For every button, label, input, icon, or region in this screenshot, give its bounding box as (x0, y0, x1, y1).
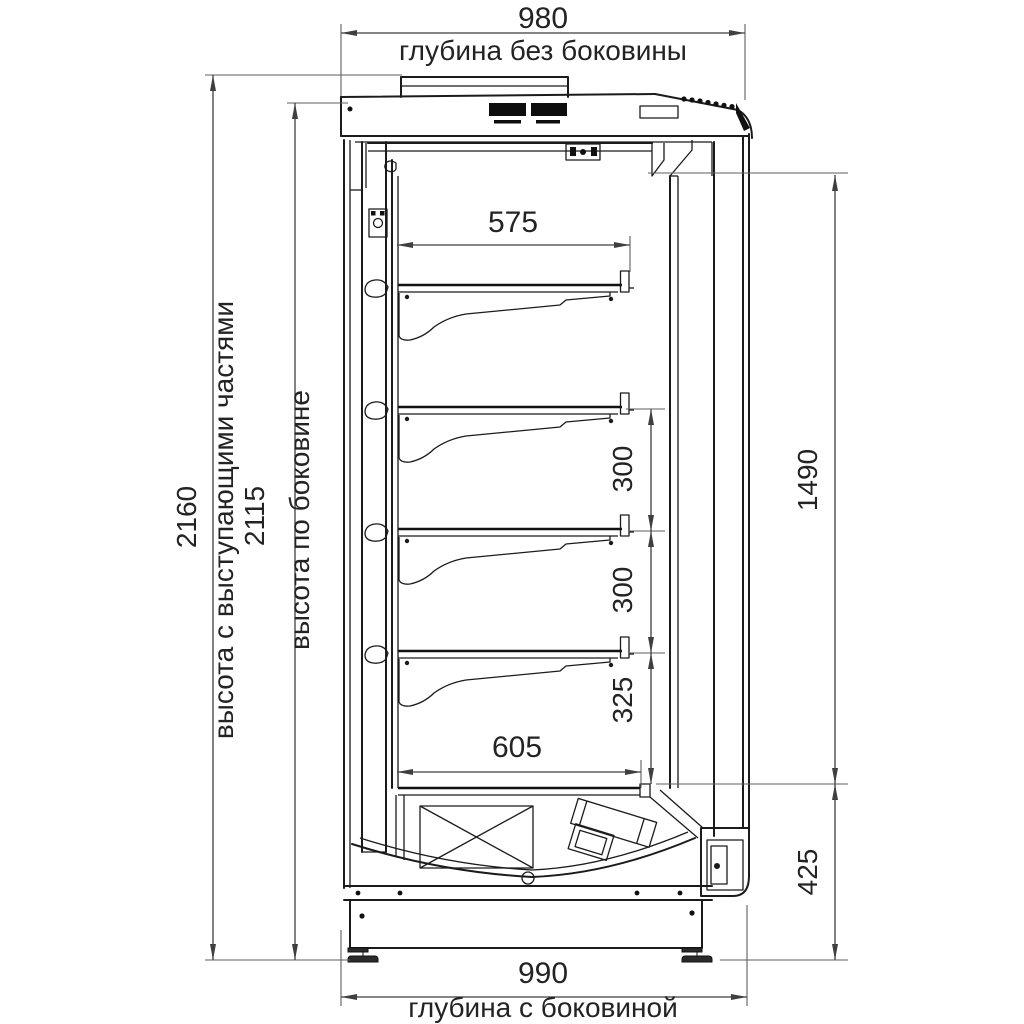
front-wall (650, 134, 749, 896)
inner-ceiling (366, 140, 712, 188)
dim-depth-bottom-label: глубина с боковиной (408, 992, 678, 1023)
dim-base-height-value: 425 (792, 848, 823, 896)
dim-shelf-gap-2-value: 300 (607, 566, 638, 614)
shelf-3 (365, 515, 634, 584)
dim-shelf-gap-3-value: 325 (607, 676, 638, 724)
dim-depth-bottom-value: 990 (517, 957, 569, 990)
wall-bracket (369, 209, 387, 237)
dim-opening-height-value: 1490 (792, 448, 823, 512)
shelf-2 (365, 393, 634, 462)
dim-deck-length-value: 605 (491, 731, 543, 764)
shelves (365, 271, 634, 706)
canopy (341, 77, 752, 142)
foot-left (348, 948, 378, 962)
dim-depth-top-value: 980 (517, 2, 569, 35)
dim-height-overall-label: высота с выступающими частями (208, 300, 239, 740)
dim-height-side-label: высота по боковине (284, 390, 315, 650)
dim-shelf-length-value: 575 (487, 206, 539, 239)
cabinet-body (341, 77, 752, 962)
dim-depth-top-label: глубина без боковины (399, 35, 687, 66)
machine-compartment (352, 784, 695, 884)
back-wall (344, 107, 398, 889)
shelf-4 (365, 637, 634, 706)
shelf-1 (365, 271, 634, 340)
dimension-annotations (171, 2, 848, 1023)
dim-shelf-gap-1-value: 300 (607, 445, 638, 493)
foot-right (682, 948, 712, 962)
fan-assembly (563, 798, 656, 871)
dim-height-overall-value: 2160 (171, 485, 202, 549)
dim-height-side-value: 2115 (239, 485, 270, 547)
base-plinth (344, 886, 712, 962)
front-bumper (650, 790, 749, 896)
